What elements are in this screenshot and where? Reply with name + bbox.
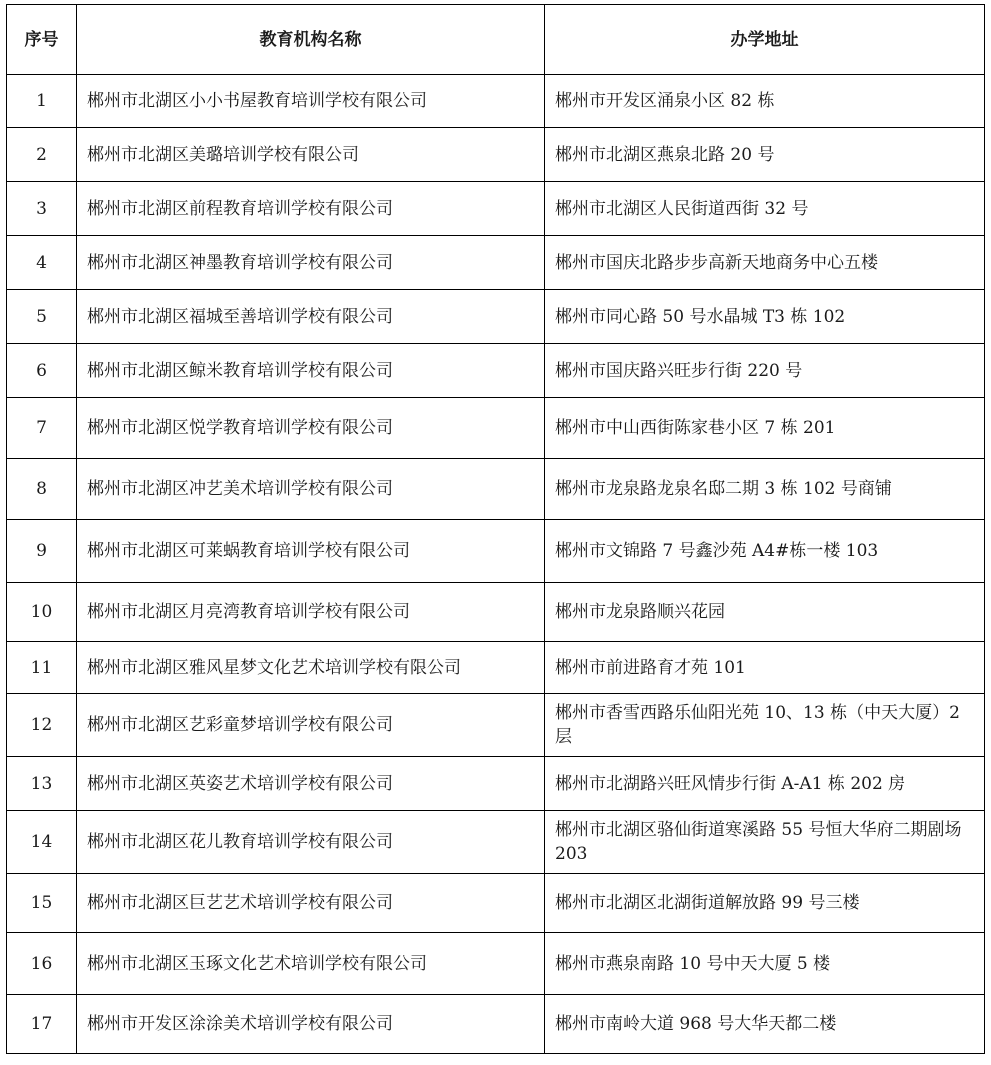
- table-header-row: [7, 5, 985, 75]
- row-institution-name: 郴州市北湖区鲸米教育培训学校有限公司: [77, 344, 545, 398]
- row-institution-name: 郴州市北湖区美璐培训学校有限公司: [77, 128, 545, 182]
- table-row: [7, 811, 985, 874]
- row-institution-name: 郴州市北湖区巨艺艺术培训学校有限公司: [77, 874, 545, 933]
- row-serial-number: 15: [7, 874, 77, 933]
- row-address: 郴州市国庆北路步步高新天地商务中心五楼: [545, 236, 985, 290]
- row-address: 郴州市文锦路 7 号鑫沙苑 A4#栋一楼 103: [545, 520, 985, 583]
- row-address: 郴州市前进路育才苑 101: [545, 642, 985, 694]
- table-row: [7, 933, 985, 995]
- row-address: 郴州市香雪西路乐仙阳光苑 10、13 栋（中天大厦）2 层: [545, 694, 985, 757]
- header-institution-name: 教育机构名称: [77, 5, 545, 75]
- row-address: 郴州市北湖路兴旺风情步行街 A-A1 栋 202 房: [545, 757, 985, 811]
- table-row: [7, 290, 985, 344]
- row-serial-number: 16: [7, 933, 77, 995]
- row-serial-number: 13: [7, 757, 77, 811]
- table-row: [7, 757, 985, 811]
- row-serial-number: 12: [7, 694, 77, 757]
- row-institution-name: 郴州市北湖区前程教育培训学校有限公司: [77, 182, 545, 236]
- row-serial-number: 2: [7, 128, 77, 182]
- table-row: [7, 995, 985, 1054]
- row-serial-number: 9: [7, 520, 77, 583]
- row-serial-number: 3: [7, 182, 77, 236]
- table-row: [7, 459, 985, 520]
- row-institution-name: 郴州市北湖区神墨教育培训学校有限公司: [77, 236, 545, 290]
- row-institution-name: 郴州市北湖区雅风星梦文化艺术培训学校有限公司: [77, 642, 545, 694]
- row-serial-number: 17: [7, 995, 77, 1054]
- row-serial-number: 7: [7, 398, 77, 459]
- row-serial-number: 11: [7, 642, 77, 694]
- institution-table: [6, 4, 985, 1054]
- table-row: [7, 694, 985, 757]
- row-institution-name: 郴州市北湖区艺彩童梦培训学校有限公司: [77, 694, 545, 757]
- table-row: [7, 583, 985, 642]
- row-address: 郴州市开发区涌泉小区 82 栋: [545, 75, 985, 128]
- row-institution-name: 郴州市北湖区悦学教育培训学校有限公司: [77, 398, 545, 459]
- row-institution-name: 郴州市北湖区冲艺美术培训学校有限公司: [77, 459, 545, 520]
- row-institution-name: 郴州市开发区涂涂美术培训学校有限公司: [77, 995, 545, 1054]
- row-address: 郴州市国庆路兴旺步行街 220 号: [545, 344, 985, 398]
- row-address: 郴州市北湖区北湖街道解放路 99 号三楼: [545, 874, 985, 933]
- row-institution-name: 郴州市北湖区英姿艺术培训学校有限公司: [77, 757, 545, 811]
- row-serial-number: 4: [7, 236, 77, 290]
- row-address: 郴州市北湖区骆仙街道寒溪路 55 号恒大华府二期剧场 203: [545, 811, 985, 874]
- row-institution-name: 郴州市北湖区小小书屋教育培训学校有限公司: [77, 75, 545, 128]
- row-serial-number: 1: [7, 75, 77, 128]
- row-address: 郴州市龙泉路顺兴花园: [545, 583, 985, 642]
- row-institution-name: 郴州市北湖区玉琢文化艺术培训学校有限公司: [77, 933, 545, 995]
- row-institution-name: 郴州市北湖区月亮湾教育培训学校有限公司: [77, 583, 545, 642]
- row-serial-number: 14: [7, 811, 77, 874]
- row-serial-number: 10: [7, 583, 77, 642]
- row-address: 郴州市龙泉路龙泉名邸二期 3 栋 102 号商铺: [545, 459, 985, 520]
- row-serial-number: 5: [7, 290, 77, 344]
- table-row: [7, 182, 985, 236]
- table-row: [7, 128, 985, 182]
- row-serial-number: 6: [7, 344, 77, 398]
- row-address: 郴州市南岭大道 968 号大华天都二楼: [545, 995, 985, 1054]
- row-institution-name: 郴州市北湖区可莱蜗教育培训学校有限公司: [77, 520, 545, 583]
- row-address: 郴州市同心路 50 号水晶城 T3 栋 102: [545, 290, 985, 344]
- row-institution-name: 郴州市北湖区花儿教育培训学校有限公司: [77, 811, 545, 874]
- row-address: 郴州市北湖区人民街道西街 32 号: [545, 182, 985, 236]
- table-row: [7, 75, 985, 128]
- table-row: [7, 874, 985, 933]
- table-row: [7, 398, 985, 459]
- row-address: 郴州市燕泉南路 10 号中天大厦 5 楼: [545, 933, 985, 995]
- header-address: 办学地址: [545, 5, 985, 75]
- row-serial-number: 8: [7, 459, 77, 520]
- table-row: [7, 236, 985, 290]
- row-institution-name: 郴州市北湖区福城至善培训学校有限公司: [77, 290, 545, 344]
- row-address: 郴州市北湖区燕泉北路 20 号: [545, 128, 985, 182]
- table-row: [7, 344, 985, 398]
- table-row: [7, 520, 985, 583]
- header-serial-number: 序号: [7, 5, 77, 75]
- row-address: 郴州市中山西街陈家巷小区 7 栋 201: [545, 398, 985, 459]
- table-row: [7, 642, 985, 694]
